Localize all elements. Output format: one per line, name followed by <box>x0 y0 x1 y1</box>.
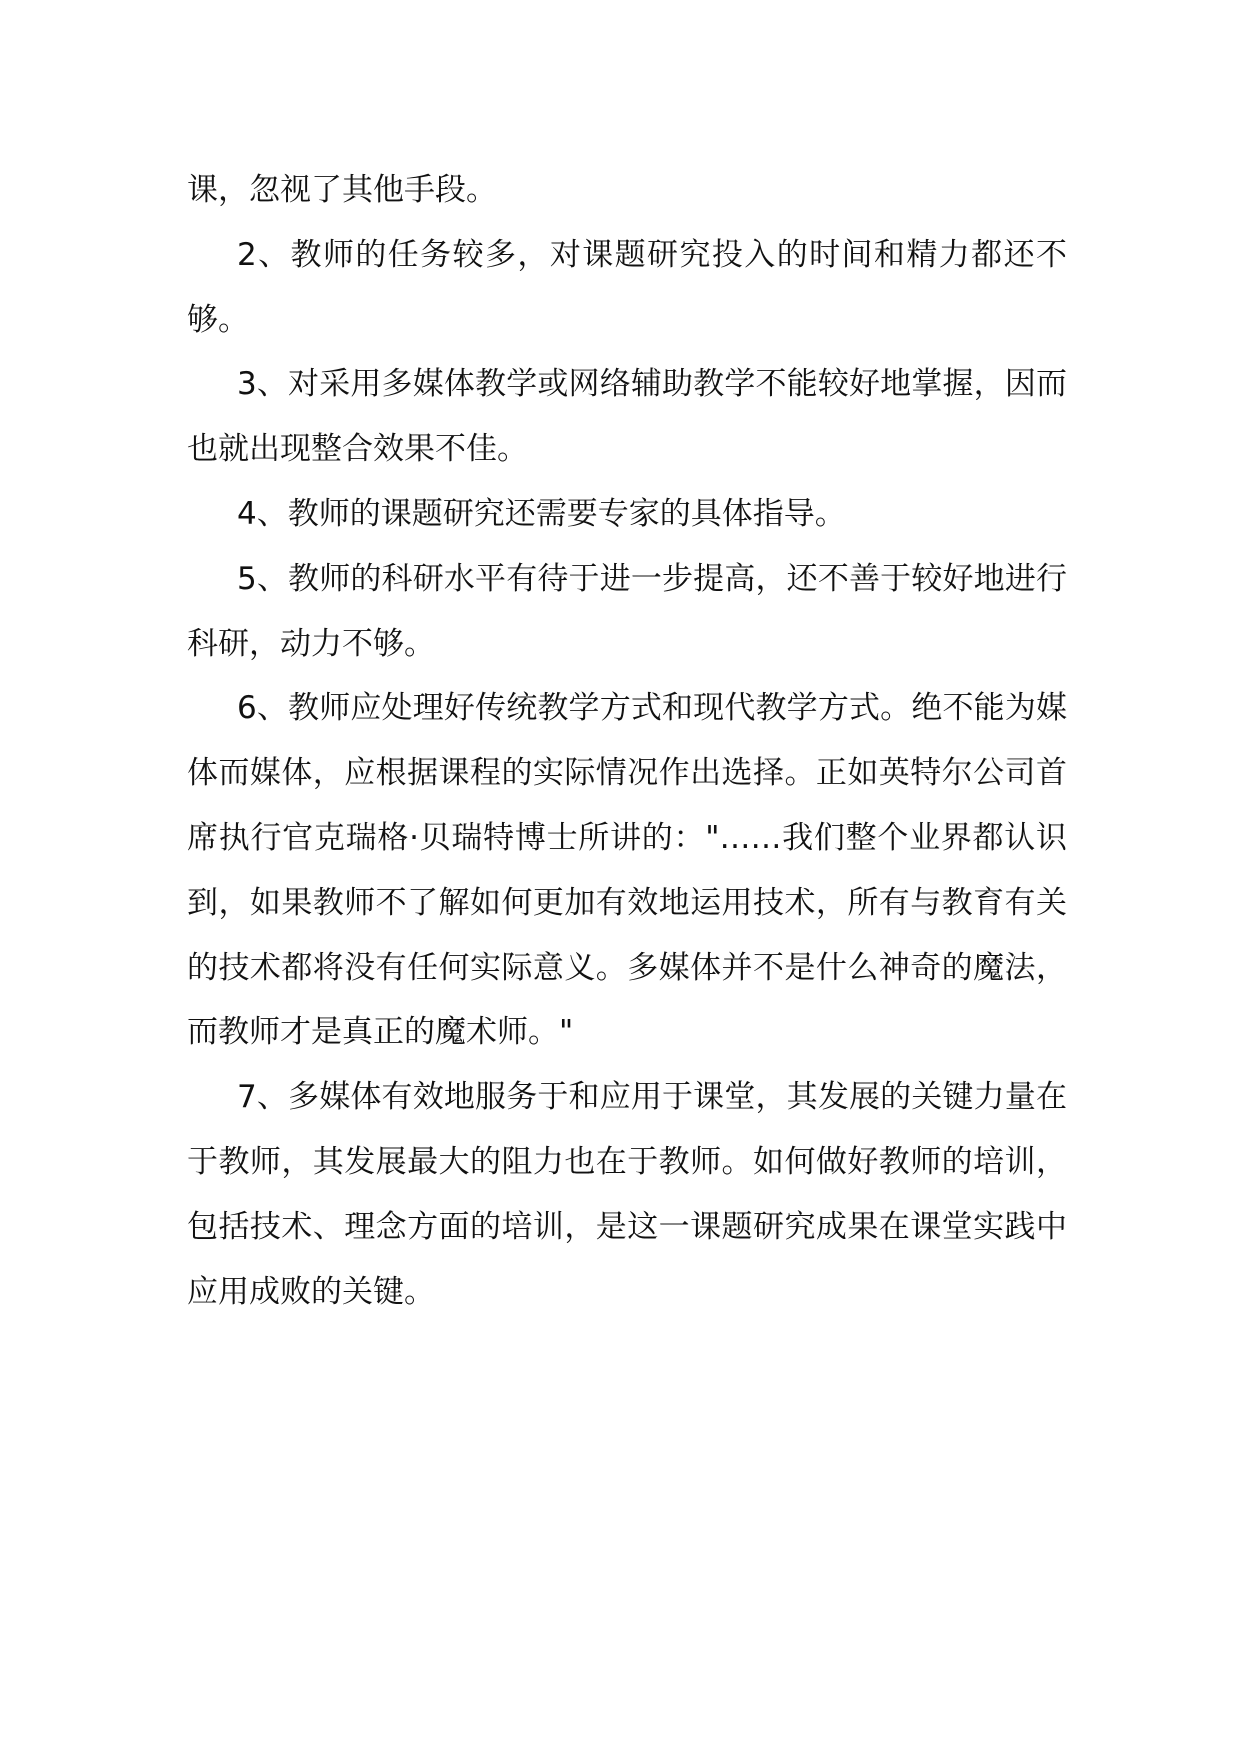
list-item-2: 2、教师的任务较多，对课题研究投入的时间和精力都还不够。 <box>187 236 1067 338</box>
list-item-3: 3、对采用多媒体教学或网络辅助教学不能较好地掌握，因而也就出现整合效果不佳。 <box>187 366 1067 468</box>
paragraph-continuation: 课，忽视了其他手段。 <box>187 172 497 208</box>
list-item-6: 6、教师应处理好传统教学方式和现代教学方式。绝不能为媒体而媒体，应根据课程的实际情况作出选择。正如英特尔公司首席执行官克瑞格·贝瑞特博士所讲的："……我们整个业界都认识到，如果教师不了解如何更加有效地运用技术，所有与教育有关的技术都将没有任何实际意义。多媒体并不是什么神奇的魔法，而教师才是真正的魔术师。" <box>187 690 1067 1051</box>
list-item-4: 4、教师的课题研究还需要专家的具体指导。 <box>237 495 846 532</box>
document-body <box>187 158 1067 1324</box>
list-item-5: 5、教师的科研水平有待于进一步提高，还不善于较好地进行科研，动力不够。 <box>187 560 1067 662</box>
list-item-7: 7、多媒体有效地服务于和应用于课堂，其发展的关键力量在于教师，其发展最大的阻力也在于教师。如何做好教师的培训，包括技术、理念方面的培训，是这一课题研究成果在课堂实践中应用成败的关键。 <box>187 1079 1067 1310</box>
